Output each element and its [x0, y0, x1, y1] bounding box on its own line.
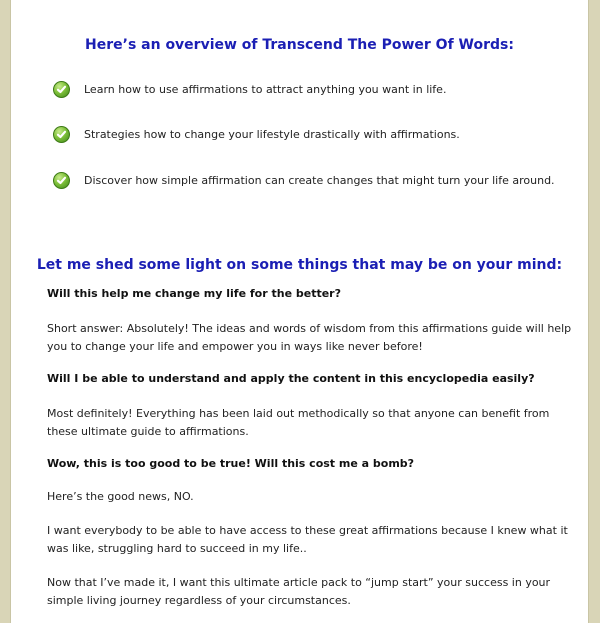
checkmark-icon: [53, 81, 70, 98]
overview-heading: Here’s an overview of Transcend The Power Of Words:: [85, 37, 514, 53]
checkmark-icon: [53, 126, 70, 143]
faq-answer-3-part-2: I want everybody to be able to have access to these great affirmations because I knew what it was like, struggling hard to succeed in my life..: [47, 524, 568, 555]
feature-item: [53, 170, 555, 190]
feature-text: Learn how to use affirmations to attract anything you want in life.: [84, 82, 447, 96]
faq-answer-2: Most definitely! Everything has been laid out methodically so that anyone can benefit from these ultimate guide to affirmations.: [47, 407, 550, 438]
checkmark-icon: [53, 172, 70, 189]
faq-answer-3-part-3: Now that I’ve made it, I want this ultimate article pack to “jump start” your success in your simple living journey regardless of your circumstances.: [47, 576, 551, 607]
feature-text: Strategies how to change your lifestyle drastically with affirmations.: [84, 127, 460, 141]
faq-answer-3-part-1: Here’s the good news, NO.: [47, 490, 194, 503]
sales-page-content: [10, 0, 589, 623]
faq-heading: Let me shed some light on some things that may be on your mind:: [36, 257, 563, 273]
faq-answer-1: Short answer: Absolutely! The ideas and words of wisdom from this affirmations guide will help you to change your life and empower you in ways like never before!: [47, 322, 572, 353]
faq-question-3: Wow, this is too good to be true! Will this cost me a bomb?: [47, 457, 415, 470]
faq-question-1: Will this help me change my life for the better?: [47, 287, 341, 300]
feature-text: Discover how simple affirmation can create changes that might turn your life around.: [84, 173, 555, 187]
faq-question-2: Will I be able to understand and apply the content in this encyclopedia easily?: [47, 372, 535, 385]
feature-item: [53, 79, 446, 99]
feature-item: [53, 124, 460, 144]
